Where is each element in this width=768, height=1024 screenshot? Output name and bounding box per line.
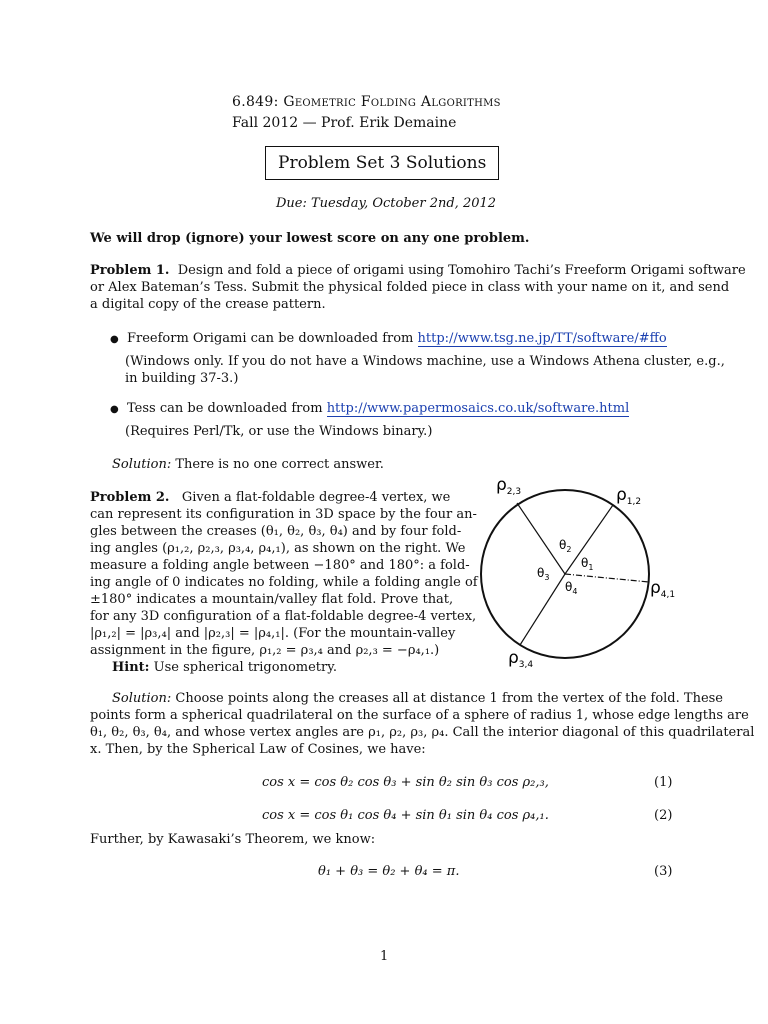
solution-text: There is no one correct answer.: [175, 457, 384, 472]
problem2-text: Given a flat-foldable degree-4 vertex, we: [181, 490, 451, 505]
equation-2: cos x = cos θ₁ cos θ₄ + sin θ₁ sin θ₄ cos ρ₄,₁.: [262, 808, 549, 823]
problem2-label: Problem 2.: [90, 490, 170, 505]
page-title: Problem Set 3 Solutions: [265, 146, 499, 180]
problem2-solution-line: points form a spherical quadrilateral on the surface of a sphere of radius 1, whose edge lengths are: [90, 708, 749, 723]
problem2-line: ±180° indicates a mountain/valley flat fold. Prove that,: [90, 592, 454, 607]
problem2-solution-line: θ₁, θ₂, θ₃, θ₄, and whose vertex angles are ρ₁, ρ₂, ρ₃, ρ₄. Call the interior diagonal of this quadrilateral: [90, 725, 755, 740]
problem1-solution: [112, 456, 384, 473]
equation-2-number: (2): [654, 808, 673, 823]
tess-link[interactable]: http://www.papermosaics.co.uk/software.html: [326, 401, 630, 416]
solution-text: Choose points along the creases all at distance 1 from the vertex of the fold. These: [175, 691, 723, 706]
theta1-label: $\theta_1$: [581, 556, 594, 572]
problem2-line: assignment in the figure, ρ₁,₂ = ρ₃,₄ and ρ₂,₃ = −ρ₄,₁.): [90, 643, 440, 658]
rho23-sub: 2,3: [506, 487, 522, 497]
problem2-solution-line: x. Then, by the Spherical Law of Cosines, we have:: [90, 742, 426, 757]
theta2-label: $\theta_2$: [559, 538, 572, 554]
rho12-sub: 1,2: [626, 497, 642, 507]
equation-1-number: (1): [654, 775, 673, 790]
problem2-solution-line-1: [112, 690, 723, 707]
bullet-note: (Windows only. If you do not have a Windows machine, use a Windows Athena cluster, e.g.,: [125, 354, 725, 369]
freeform-origami-link[interactable]: http://www.tsg.ne.jp/TT/software/#ffo: [417, 331, 667, 346]
equation-3-number: (3): [654, 864, 673, 879]
problem1-line-2: or Alex Bateman’s Tess. Submit the physical folded piece in class with your name on it, and send: [90, 280, 730, 295]
bullet-item-freeform: [110, 330, 667, 348]
problem1-text: Design and fold a piece of origami using Tomohiro Tachi’s Freeform Origami software: [177, 263, 746, 278]
bullet-icon: ●: [110, 404, 119, 415]
rho41-sub: 4,1: [660, 590, 676, 600]
rho34-sub: 3,4: [518, 660, 534, 670]
problem1-line-3: a digital copy of the crease pattern.: [90, 297, 326, 312]
rho41-label: $\rho_{4,1}$: [650, 578, 676, 600]
problem2-line: |ρ₁,₂| = |ρ₃,₄| and |ρ₂,₃| = |ρ₄,₁|. (For the mountain-valley: [90, 626, 456, 641]
course-title: 6.849: Geometric Folding Algorithms: [232, 94, 501, 110]
solution-label: Solution:: [112, 457, 172, 472]
equation-1: cos x = cos θ₂ cos θ₃ + sin θ₂ sin θ₃ cos ρ₂,₃,: [262, 775, 549, 790]
problem2-line: for any 3D configuration of a flat-foldable degree-4 vertex,: [90, 609, 477, 624]
bullet-text: Freeform Origami can be downloaded from: [127, 331, 414, 346]
problem2-line: ing angle of 0 indicates no folding, while a folding angle of: [90, 575, 478, 590]
problem2-line: ing angles (ρ₁,₂, ρ₂,₃, ρ₃,₄, ρ₄,₁), as shown on the right. We: [90, 541, 466, 556]
course-term: Fall 2012 — Prof. Erik Demaine: [232, 115, 457, 131]
rho12-label: $\rho_{1,2}$: [616, 485, 642, 507]
hint-text: Use spherical trigonometry.: [153, 660, 337, 675]
hint-label: Hint:: [112, 660, 150, 675]
problem2-line: can represent its configuration in 3D space by the four an-: [90, 507, 477, 522]
bullet-note: (Requires Perl/Tk, or use the Windows binary.): [125, 424, 433, 439]
rho34-label: $\rho_{3,4}$: [508, 648, 534, 670]
problem2-line: measure a folding angle between −180° and 180°: a fold-: [90, 558, 470, 573]
theta4-label: $\theta_4$: [565, 580, 578, 596]
solution-label: Solution:: [112, 691, 172, 706]
bullet-note: in building 37-3.): [125, 371, 239, 386]
drop-note: We will drop (ignore) your lowest score on any one problem.: [90, 231, 530, 246]
problem1-line-1: [90, 262, 746, 279]
rho23-label: $\rho_{2,3}$: [496, 475, 522, 497]
problem1-label: Problem 1.: [90, 263, 170, 278]
bullet-icon: ●: [110, 334, 119, 345]
due-date: Due: Tuesday, October 2nd, 2012: [276, 196, 497, 211]
bullet-text: Tess can be downloaded from: [127, 401, 323, 416]
theta3-label: $\theta_3$: [537, 566, 550, 582]
crease-2-3: [517, 503, 565, 574]
crease-3-4: [520, 574, 565, 645]
crease-4-1: [565, 574, 649, 582]
problem2-line-1: [90, 489, 450, 506]
equation-3: θ₁ + θ₃ = θ₂ + θ₄ = π.: [318, 864, 460, 879]
bullet-item-tess: [110, 400, 629, 418]
problem2-hint: [112, 659, 337, 676]
page-number: 1: [380, 949, 389, 964]
problem2-line: gles between the creases (θ₁, θ₂, θ₃, θ₄) and by four fold-: [90, 524, 462, 539]
kawasaki-intro: Further, by Kawasaki’s Theorem, we know:: [90, 832, 376, 847]
degree4-vertex-figure: [470, 470, 710, 685]
